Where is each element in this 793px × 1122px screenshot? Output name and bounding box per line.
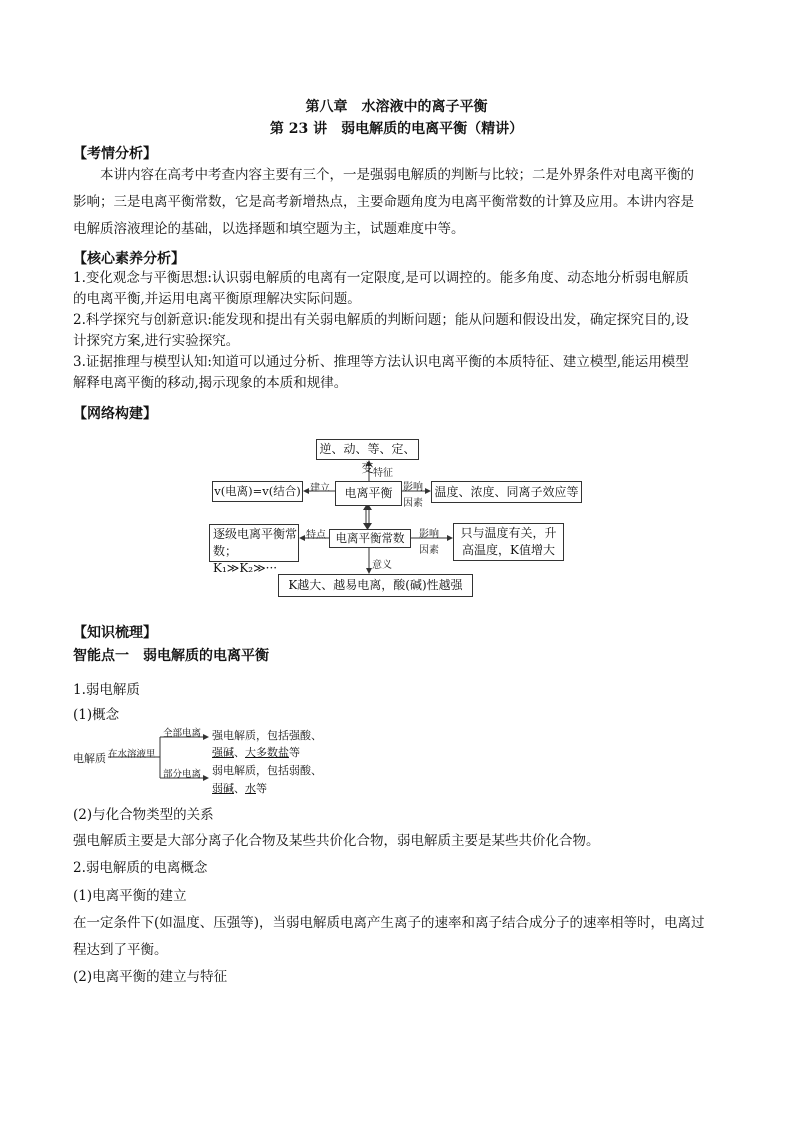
kaoqing-line: 本讲内容在高考中考查内容主要有三个，一是强弱电解质的判断与比较；二是外界条件对电离平衡的 [100,167,694,183]
label-yiyi: 意义 [372,560,392,571]
diagram-full-ionization: 全部电离 [163,728,202,739]
hexin-line: 2.科学探究与创新意识:能发现和提出有关弱电解质的判断问题；能从问题和假设出发，确定探究目的,设 [73,312,689,328]
label-yingxiang2: 影响 [419,529,439,540]
section-kaoqing-heading: 【考情分析】 [73,146,157,162]
most-salts: 大多数盐 [245,746,289,759]
label-yingxiang: 影响 [403,482,423,493]
chapter-title: 第八章 水溶液中的离子平衡 [305,99,488,115]
box-temp-only-line2: 高温度，K值增大 [462,543,555,557]
box-equilibrium: 电离平衡 [335,481,402,506]
box-meaning: K越大、越易电离，酸(碱)性越强 [278,574,473,597]
kaoqing-line: 电解质溶液理论的基础，以选择题和填空题为主，试题难度中等。 [73,221,465,237]
hexin-line: 3.证据推理与模型认知:知道可以通过分析、推理等方法认识电离平衡的本质特征、建立模型,能运用模型 [73,354,689,370]
label-tedian: 特点 [306,530,326,541]
section-zhishi-heading: 【知识梳理】 [73,625,157,641]
diagram-weak-line1: 弱电解质，包括弱酸、 [212,764,322,777]
box-stepwise-line1: 逐级电离平衡常 [213,527,298,541]
diagram-weak-line2 [212,780,267,796]
s1b-heading: (2)与化合物类型的关系 [73,807,214,823]
hexin-line: 1.变化观念与平衡思想:认识弱电解质的电离有一定限度,是可以调控的。能多角度、动态地分析弱电解质 [73,270,689,286]
hexin-line: 的电离平衡,并运用电离平衡原理解决实际问题。 [73,291,361,307]
diagram-partial-ionization: 部分电离 [163,769,202,780]
box-stepwise-line2: 数；K₁≫K₂≫··· [213,544,278,575]
diagram-root: 电解质 [73,752,106,765]
weak-base: 弱碱 [212,782,234,795]
etc: 等 [256,782,267,795]
hexin-line: 解释电离平衡的移动,揭示现象的本质和规律。 [73,375,348,391]
water: 水 [245,782,256,795]
s2b-heading: (2)电离平衡的建立与特征 [73,969,228,985]
etc: 等 [289,746,300,759]
s2a-line1: 在一定条件下(如温度、压强等)，当弱电解质电离产生离子的速率和离子结合成分子的速率相等时，电离过 [73,915,705,931]
box-factors: 温度、浓度、同离子效应等 [431,481,582,503]
strong-base: 强碱 [212,746,234,759]
s2a-line2: 程达到了平衡。 [73,942,168,958]
diagram-strong-line1: 强电解质，包括强酸、 [212,729,322,742]
label-yinsu: 因素 [403,498,423,509]
s1b-text: 强电解质主要是大部分离子化合物及某些共价化合物，弱电解质主要是某些共价化合物。 [73,833,600,849]
s1-heading: 1.弱电解质 [73,682,140,698]
kaoqing-line: 影响；三是电离平衡常数，它是高考新增热点，主要命题角度为电离平衡常数的计算及应用。本讲内容是 [73,194,694,210]
diagram-condition: 在水溶液里 [108,749,156,760]
s2a-heading: (1)电离平衡的建立 [73,888,187,904]
label-yinsu2: 因素 [419,545,439,556]
diagram-strong-line2 [212,744,300,760]
box-rate-equal: v(电离)=v(结合) [212,481,303,502]
hexin-line: 计探究方案,进行实验探究。 [73,333,240,349]
lecture-title: 第 23 讲 弱电解质的电离平衡（精讲） [269,121,524,137]
box-temp-only-line1: 只与温度有关，升 [460,526,557,540]
box-constant: 电离平衡常数 [329,529,411,548]
label-tezheng: 特征 [373,468,393,479]
sep: 、 [234,782,245,795]
s2-heading: 2.弱电解质的电离概念 [73,860,208,876]
section-hexin-heading: 【核心素养分析】 [73,251,185,267]
sep: 、 [234,746,245,759]
point1-heading: 智能点一 弱电解质的电离平衡 [73,648,269,664]
s1a-heading: (1)概念 [73,707,120,723]
section-network-heading: 【网络构建】 [73,406,157,422]
label-jianli: 建立 [310,483,330,494]
box-features: 逆、动、等、定、变 [316,439,419,460]
